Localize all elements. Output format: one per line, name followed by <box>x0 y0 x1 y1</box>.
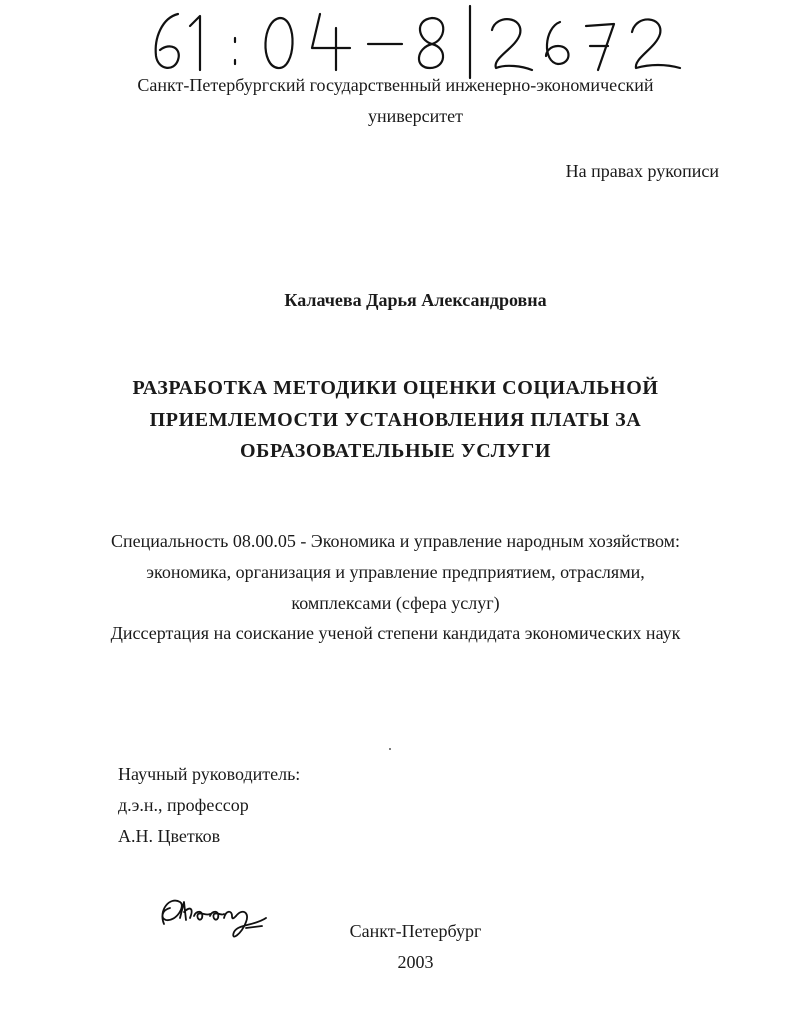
institution-line-1: Санкт-Петербургский государственный инженерно-экономический <box>137 75 654 95</box>
city: Санкт-Петербург <box>349 921 482 941</box>
title-line-3: ОБРАЗОВАТЕЛЬНЫЕ УСЛУГИ <box>239 440 552 462</box>
supervisor-name: А.Н. Цветков <box>118 826 221 846</box>
scan-speck <box>389 748 391 750</box>
supervisor-degree: д.э.н., профессор <box>118 795 249 815</box>
institution-line-2: университет <box>368 106 463 126</box>
specialty-line-1: Специальность 08.00.05 - Экономика и управление народным хозяйством: <box>110 531 681 551</box>
title-line-1: РАЗРАБОТКА МЕТОДИКИ ОЦЕНКИ СОЦИАЛЬНОЙ <box>132 377 659 399</box>
year: 2003 <box>397 952 434 972</box>
author-name: Калачева Дарья Александровна <box>284 290 547 310</box>
supervisor-label: Научный руководитель: <box>118 764 301 784</box>
specialty-line-2: экономика, организация и управление предприятием, отраслями, <box>146 562 645 582</box>
dissertation-type: Диссертация на соискание ученой степени кандидата экономических наук <box>110 623 681 643</box>
specialty-line-3: комплексами (сфера услуг) <box>291 593 500 613</box>
manuscript-note: На правах рукописи <box>565 161 719 181</box>
title-line-2: ПРИЕМЛЕМОСТИ УСТАНОВЛЕНИЯ ПЛАТЫ ЗА <box>149 409 642 431</box>
archive-number-handwritten <box>140 4 700 80</box>
